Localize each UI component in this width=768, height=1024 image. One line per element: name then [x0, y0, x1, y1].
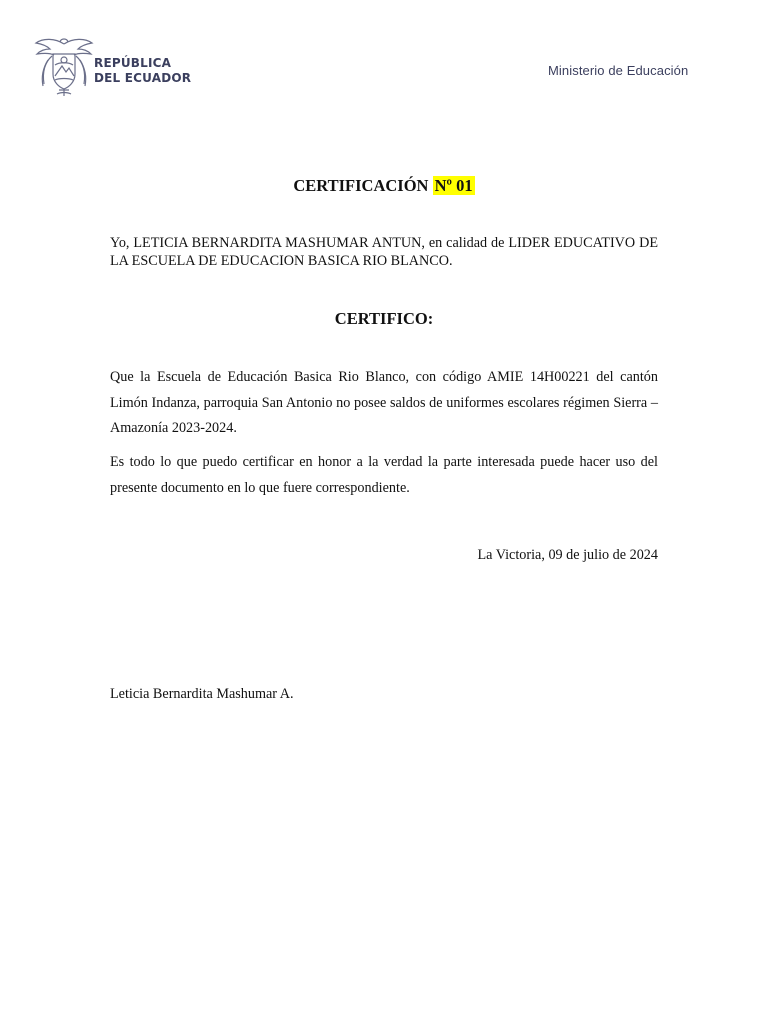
- letterhead: [0, 0, 768, 110]
- republica-del-ecuador-wordmark: [94, 56, 191, 86]
- signer-name: Leticia Bernardita Mashumar A.: [110, 686, 294, 702]
- date-line: La Victoria, 09 de julio de 2024: [477, 547, 658, 563]
- intro-paragraph: Yo, LETICIA BERNARDITA MASHUMAR ANTUN, en calidad de LIDER EDUCATIVO DE LA ESCUELA DE EDUCACION BASICA RIO BLANCO.: [110, 235, 658, 269]
- republica-line-2: DEL ECUADOR: [94, 71, 192, 85]
- certification-paragraph: Que la Escuela de Educación Basica Rio Blanco, con código AMIE 14H00221 del cantón Limón Indanza, parroquia San Antonio no posee saldos de uniformes escolares régimen Sierra – Amazonía 2023-2024.: [110, 369, 658, 436]
- closing-paragraph: Es todo lo que puedo certificar en honor a la verdad la parte interesada puede hacer uso del presente documento en lo que fuere correspondiente.: [110, 454, 658, 496]
- republica-line-1: REPÚBLICA: [94, 56, 172, 70]
- ecuador-coat-of-arms-icon: [33, 34, 95, 98]
- document-title: [0, 176, 768, 196]
- title-prefix: CERTIFICACIÓN: [293, 176, 429, 195]
- ministerio-label: Ministerio de Educación: [548, 63, 689, 78]
- title-number-highlight: Nº 01: [434, 176, 473, 195]
- certifico-heading: CERTIFICO:: [334, 309, 434, 328]
